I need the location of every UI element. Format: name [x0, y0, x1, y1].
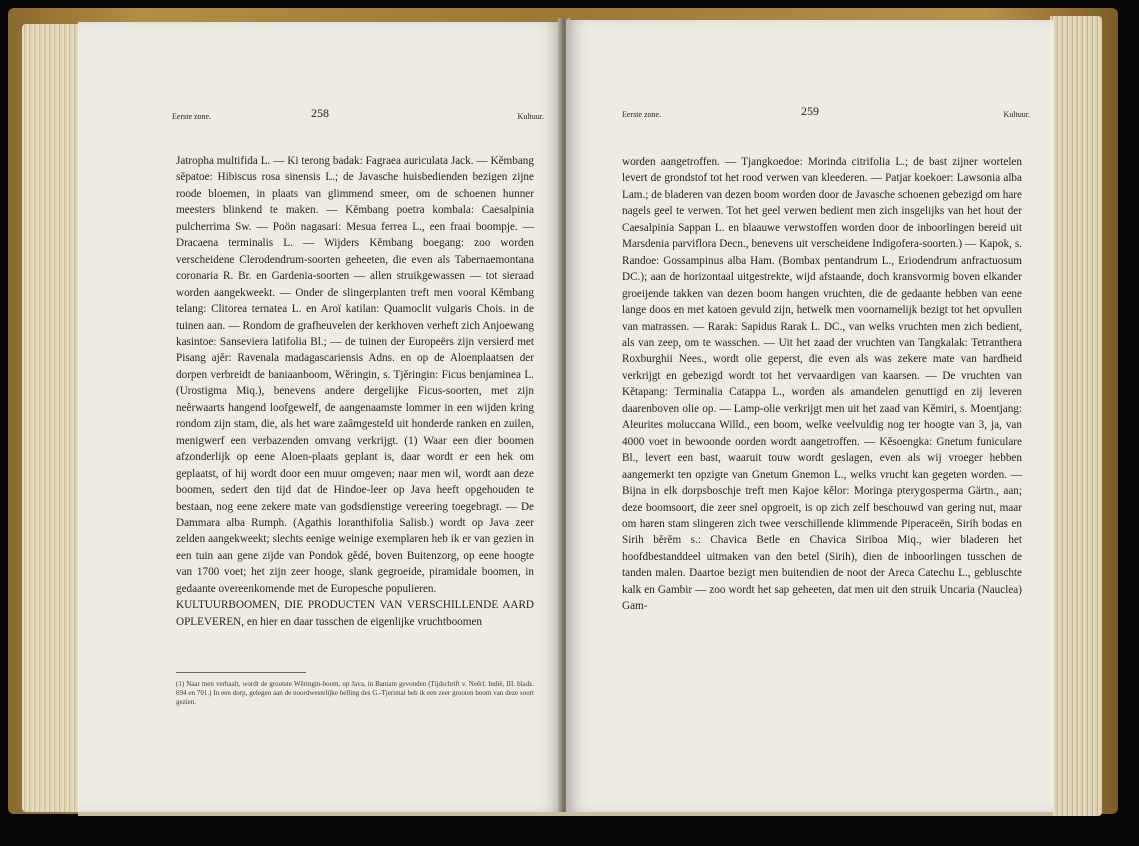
left-page-edges [22, 24, 82, 812]
right-page-header [566, 104, 1054, 124]
right-page [566, 20, 1054, 812]
left-header-right: Kultuur. [517, 112, 544, 121]
footnote-text: (1) Naar men verhaalt, wordt de grootste Wĕringin-boom, op Java, in Bantam gevonden (Tijdschrift v. Neêrl. Indië, III. bladz. 694 en 701.) In een dorp, gelegen aan de noordwestelijke helling des G.-Tjerimai heb ik een zeer grooten boom van deze soort gezien. [176, 680, 534, 706]
left-page-body [176, 153, 534, 630]
left-page-footnote [176, 680, 534, 707]
right-header-left: Eerste zone. [622, 110, 662, 119]
left-page [78, 22, 562, 812]
left-header-left: Eerste zone. [172, 112, 212, 121]
right-body-paragraph: worden aangetroffen. — Tjangkoedoe: Morinda citrifolia L.; de bast zijner wortelen levert de grondstof tot het rood verwen van kleederen. — Patjar koekoer: Lawsonia alba Lam.; de bladeren van dezen boom worden door de Javasche schoenen gebezigd om hare nagels geel te verwen. Tot het geel verwen bedient men zich insgelijks van het hout der Caesalpinia Sappan L. en blaauwe verwstoffen worden door de inboorlingen bereid uit Marsdenia parviflora Decn., benevens uit verscheidene Indigofera-soorten.) — Kapok, s. Randoe: Gossampinus alba Ham. (Bombax pentandrum L., Eriodendrum anfractuosum DC.); aan de horizontaal uitgestrekte, wijd afstaande, doch kransvormig boven elkander groeijende takken van dezen boom hangen vruchten, die de gedaante hebben van eene lange doos en met katoen gevuld zijn, hetwelk men voornamelijk bezigt tot het opvullen van matrassen. — Rarak: Sapidus Rarak L. DC., van welks vruchten men zich bedient, als van zeep, om te wasschen. — Uit het zaad der vruchten van Tangkalak: Tetranthera Roxburghii Nees., wordt olie geperst, die even als was zekere mate van hardheid verkrijgt en gebezigd wordt tot het vervaardigen van kaarsen. — De vruchten van Kĕtapang: Terminalia Catappa L., worden als amandelen genuttigd en zij leveren daarenboven olie op. — Lamp-olie verkrijgt men uit het zaad van Kĕmiri, s. Moentjang: Aleurites moluccana Willd., een boom, welke veelvuldig nog ter hoogte van 3, ja, van 4000 voet in bewoonde oorden wordt aangetroffen. — Kĕsoengka: Gnetum funiculare Bl., levert een bast, waaruit touw wordt geslagen, even als wij vroeger hebben aangemerkt ten opzigte van Gnetum Gnemon L., welks vrucht kan gegeten worden. — Bijna in elk dorpsboschje treft men Kajoe kĕlor: Moringa pterygosperma Gärtn., aan; deze boomsoort, die zeer snel opgroeit, is op zich zelf beschouwd van gering nut, maar om haren stam slingeren zich twee verschillende klimmende Piperaceën, Sirih bodas en Sirih bĕrĕm s.: Chavica Betle en Chavica Siriboa Miq., wier bladeren het hoofdbestanddeel uitmaken van den betel (Sirih), dien de inboorlingen tusschen de tanden malen. Daartoe bezigt men buitendien de noot der Areca Catechu L., gebluschte kalk en Gambir — zoo wordt het sap geheeten, dat men uit den struik Uncaria (Nauclea) Gam- [622, 156, 1022, 613]
right-page-body [622, 154, 1022, 615]
footnote-divider [176, 672, 306, 673]
left-body-paragraph: Jatropha multifida L. — Ki terong badak: Fagraea auriculata Jack. — Kĕmbang sĕpatoe: Hibiscus rosa sinensis L.; de Javasche huisbedienden bezigen zijne roode bloemen, in plaats van glimmend smeer, om de schoenen hunner meesters blinkend te maken. — Kĕmbang poetra kombala: Caesalpinia pulcherrima Sw. — Poön nagasari: Mesua ferrea L., een fraai boompje. — Dracaena terminalis L. — Wijders Kĕmbang boegang: zoo worden verscheidene Clerodendrum-soorten geheeten, die even als Tabernaemontana coronaria R. Br. en Gardenia-soorten — allen struikgewassen — tot sieraad worden aangekweekt. — Onder de slingerplanten treft men vooral Kĕmbang telang: Clitorea ternatea L. en Aroï katilan: Quamoclit vulgaris Chois. in de tuinen aan. — Rondom de grafheuvelen der kerkhoven verheft zich Anjoewang kasintoe: Sanseviera latifolia Bl.; — de tuinen der Europeërs zijn versierd met Pisang ajĕr: Ravenala madagascariensis Adns. en op de Aloenplaatsen der dorpen verbreidt de baniaanboom, Wĕringin, s. Tjĕringin: Ficus benjaminea L. (Urostigma Miq.), benevens andere dergelijke Ficus-soorten, met zijn neêrwaarts hangend loofgewelf, de aangenaamste lommer in een wijden kring rondom zijn stam, die, als het ware zaâmgesteld uit honderde ranken en zuilen, menigwerf een verbazenden omvang verkrijgt. (1) Waar een dier boomen afzonderlijk op eene Aloen-plaats geplant is, daar wordt er een hek om geplaatst, of hij wordt door een muur omgeven; naar men wil, wordt aan deze boomen, sedert den tijd dat de Hindoe-leer op Java heeft opgehouden te bestaan, nog eene zekere mate van godsdienstige vereering toegebragt. — De Dammara alba Rumph. (Agathis loranthifolia Salisb.) wordt op Java zeer zelden aangekweekt; slechts eenige weinige exemplaren heb ik er van gezien in een tuin aan gene zijde van Pondok gĕdé, boven Buitenzorg, op eene hoogte van 1700 voet; het zijn zeer hooge, slank gegroeide, piramidale boomen, in gedaante overeenkomende met de Europesche populieren. [176, 155, 534, 595]
right-page-number: 259 [801, 104, 819, 118]
right-page-edges [1050, 16, 1102, 816]
page-bottom-edge [78, 812, 1053, 816]
left-body-paragraph-2: KULTUURBOOMEN, DIE PRODUCTEN VAN VERSCHILLENDE AARD OPLEVEREN, en hier en daar tusschen de eigenlijke vruchtboomen [176, 599, 534, 628]
right-header-right: Kultuur. [1003, 110, 1030, 119]
left-page-number: 258 [311, 106, 329, 120]
left-page-header [78, 106, 562, 126]
